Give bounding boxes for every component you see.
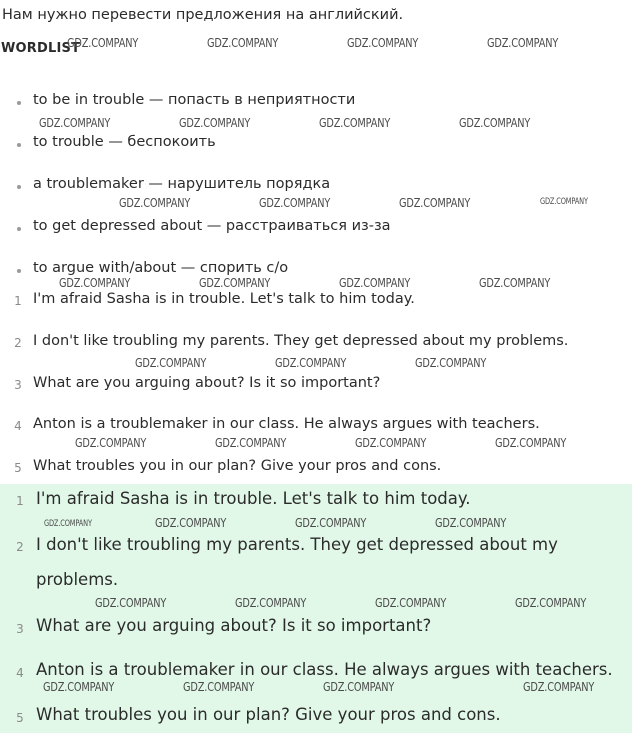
watermark: GDZ.COMPANY — [179, 115, 251, 130]
wordlist-item: to argue with/about — спорить с/о — [33, 260, 289, 276]
wordlist-title: WORDLIST — [1, 41, 81, 56]
answer-number: 1 — [16, 494, 24, 508]
answer-text: I'm afraid Sasha is in trouble. Let's talk to him today. — [36, 489, 471, 508]
watermark: GDZ.COMPANY — [487, 35, 559, 50]
sentence-text: What are you arguing about? Is it so important? — [33, 375, 381, 391]
answer-text: Anton is a troublemaker in our class. He always argues with teachers. — [36, 660, 613, 679]
wordlist-item: to trouble — беспокоить — [33, 134, 216, 150]
watermark: GDZ.COMPANY — [459, 115, 531, 130]
watermark: GDZ.COMPANY — [540, 197, 588, 207]
sentence-number: 5 — [14, 461, 22, 475]
watermark: GDZ.COMPANY — [339, 275, 411, 290]
watermark: GDZ.COMPANY — [259, 195, 331, 210]
watermark: GDZ.COMPANY — [375, 595, 447, 610]
sentence-text: What troubles you in our plan? Give your pros and cons. — [33, 458, 442, 474]
watermark: GDZ.COMPANY — [399, 195, 471, 210]
watermark: GDZ.COMPANY — [207, 35, 279, 50]
sentence-number: 4 — [14, 419, 22, 433]
watermark: GDZ.COMPANY — [119, 195, 191, 210]
watermark: GDZ.COMPANY — [355, 435, 427, 450]
answer-text: I don't like troubling my parents. They get depressed about my — [36, 535, 558, 554]
bullet-icon — [17, 143, 21, 147]
watermark: GDZ.COMPANY — [155, 515, 227, 530]
watermark: GDZ.COMPANY — [319, 115, 391, 130]
sentence-text: I'm afraid Sasha is in trouble. Let's talk to him today. — [33, 291, 415, 307]
sentence-number: 2 — [14, 336, 22, 350]
watermark: GDZ.COMPANY — [44, 519, 92, 529]
watermark: GDZ.COMPANY — [95, 595, 167, 610]
watermark: GDZ.COMPANY — [39, 115, 111, 130]
watermark: GDZ.COMPANY — [347, 35, 419, 50]
bullet-icon — [17, 269, 21, 273]
watermark: GDZ.COMPANY — [479, 275, 551, 290]
watermark: GDZ.COMPANY — [435, 515, 507, 530]
watermark: GDZ.COMPANY — [135, 355, 207, 370]
watermark: GDZ.COMPANY — [415, 355, 487, 370]
watermark: GDZ.COMPANY — [235, 595, 307, 610]
watermark: GDZ.COMPANY — [43, 679, 115, 694]
watermark: GDZ.COMPANY — [215, 435, 287, 450]
wordlist-item: a troublemaker — нарушитель порядка — [33, 176, 331, 192]
answer-number: 3 — [16, 622, 24, 636]
wordlist-item: to be in trouble — попасть в неприятности — [33, 92, 356, 108]
watermark: GDZ.COMPANY — [183, 679, 255, 694]
watermark: GDZ.COMPANY — [199, 275, 271, 290]
watermark: GDZ.COMPANY — [275, 355, 347, 370]
sentence-text: Anton is a troublemaker in our class. He always argues with teachers. — [33, 416, 540, 432]
watermark: GDZ.COMPANY — [59, 275, 131, 290]
bullet-icon — [17, 227, 21, 231]
sentence-text: I don't like troubling my parents. They get depressed about my problems. — [33, 333, 569, 349]
bullet-icon — [17, 101, 21, 105]
answer-number: 2 — [16, 540, 24, 554]
watermark: GDZ.COMPANY — [75, 435, 147, 450]
watermark: GDZ.COMPANY — [67, 35, 139, 50]
sentence-number: 3 — [14, 378, 22, 392]
answer-number: 5 — [16, 711, 24, 725]
answer-text: What are you arguing about? Is it so important? — [36, 616, 432, 635]
watermark: GDZ.COMPANY — [495, 435, 567, 450]
wordlist-item: to get depressed about — расстраиваться из-за — [33, 218, 391, 234]
watermark: GDZ.COMPANY — [295, 515, 367, 530]
answer-text-continued: problems. — [36, 570, 119, 589]
answer-number: 4 — [16, 666, 24, 680]
watermark: GDZ.COMPANY — [523, 679, 595, 694]
bullet-icon — [17, 185, 21, 189]
answer-text: What troubles you in our plan? Give your pros and cons. — [36, 705, 501, 724]
intro-text: Нам нужно перевести предложения на английский. — [2, 7, 404, 23]
watermark: GDZ.COMPANY — [323, 679, 395, 694]
watermark: GDZ.COMPANY — [515, 595, 587, 610]
sentence-number: 1 — [14, 294, 22, 308]
